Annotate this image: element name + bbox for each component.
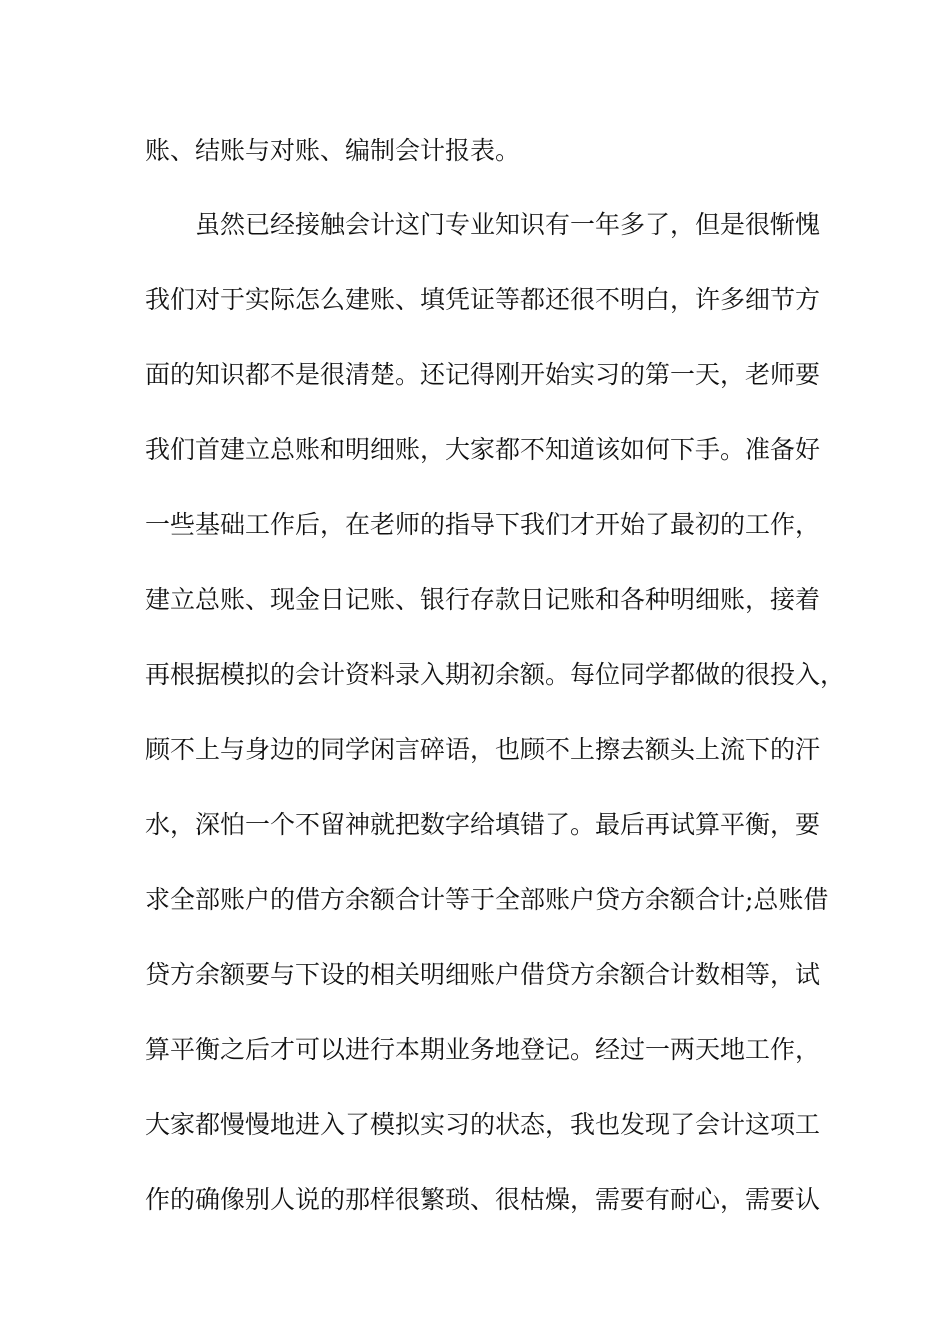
text-line-3: 我们对于实际怎么建账、填凭证等都还很不明白，许多细节方 bbox=[145, 285, 821, 314]
text-line-15: 作的确像别人说的那样很繁琐、很枯燥，需要有耐心，需要认 bbox=[145, 1185, 821, 1214]
text-line-11: 求全部账户的借方余额合计等于全部账户贷方余额合计;总账借 bbox=[145, 885, 829, 914]
text-line-1: 账、结账与对账、编制会计报表。 bbox=[145, 136, 521, 165]
text-line-13: 算平衡之后才可以进行本期业务地登记。经过一两天地工作， bbox=[145, 1035, 821, 1064]
text-line-8: 再根据模拟的会计资料录入期初余额。每位同学都做的很投入， bbox=[145, 660, 846, 689]
text-line-12: 贷方余额要与下设的相关明细账户借贷方余额合计数相等，试 bbox=[145, 960, 821, 989]
text-line-9: 顾不上与身边的同学闲言碎语，也顾不上擦去额头上流下的汗 bbox=[145, 735, 821, 764]
text-line-14: 大家都慢慢地进入了模拟实习的状态，我也发现了会计这项工 bbox=[145, 1110, 821, 1139]
text-line-4: 面的知识都不是很清楚。还记得刚开始实习的第一天，老师要 bbox=[145, 360, 821, 389]
text-line-7: 建立总账、现金日记账、银行存款日记账和各种明细账，接着 bbox=[145, 585, 821, 614]
text-line-2: 虽然已经接触会计这门专业知识有一年多了，但是很惭愧 bbox=[195, 210, 821, 239]
text-line-6: 一些基础工作后，在老师的指导下我们才开始了最初的工作， bbox=[145, 510, 821, 539]
text-line-5: 我们首建立总账和明细账，大家都不知道该如何下手。准备好 bbox=[145, 435, 821, 464]
text-line-10: 水，深怕一个不留神就把数字给填错了。最后再试算平衡，要 bbox=[145, 810, 821, 839]
